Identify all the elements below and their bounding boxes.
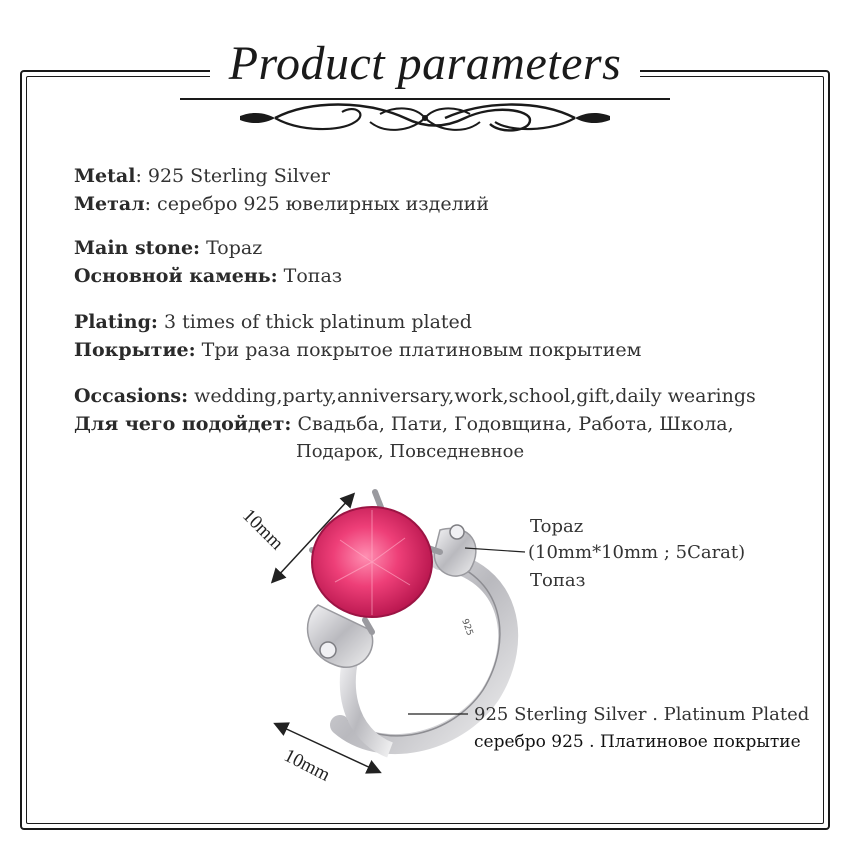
plating-label: Plating: (74, 311, 158, 333)
callout-band-material: 925 Sterling Silver . Platinum Plated (474, 704, 810, 725)
callout-stone-name: Topaz (530, 516, 584, 537)
callout-band-material-ru: серебро 925 . Платиновое покрытие (474, 732, 801, 752)
stone-value: Topaz (200, 237, 263, 259)
plating-value: 3 times of thick platinum plated (157, 311, 472, 333)
dimension-bottom: 10mm (280, 745, 334, 786)
stone-label: Main stone: (74, 237, 201, 259)
band-stamp: 925 (459, 617, 475, 638)
stone-label-ru: Основной камень: (74, 265, 278, 287)
plating-value-ru: Три раза покрытое платиновым покрытием (195, 339, 642, 361)
dimension-top: 10mm (238, 505, 288, 555)
occasions-value: wedding,party,anniversary,work,school,gift,daily wearings (188, 385, 756, 407)
occasions-label-ru: Для чего подойдет: (74, 413, 292, 435)
metal-value: : 925 Sterling Silver (135, 165, 330, 187)
metal-value-ru: : серебро 925 ювелирных изделий (144, 193, 490, 215)
metal-label: Metal (74, 165, 136, 187)
callout-stone-size: (10mm*10mm ; 5Carat) (528, 542, 746, 563)
occasions-label: Occasions: (74, 385, 189, 407)
occasions-value-ru-2: Подарок, Повседневное (296, 441, 525, 462)
occasions-value-ru-1: Свадьба, Пати, Годовщина, Работа, Школа, (291, 413, 734, 435)
plating-label-ru: Покрытие: (74, 339, 196, 361)
stone-value-ru: Топаз (277, 265, 343, 287)
callout-stone-name-ru: Топаз (530, 570, 586, 591)
page-title: Product parameters (228, 37, 622, 90)
metal-label-ru: Метал (74, 193, 145, 215)
